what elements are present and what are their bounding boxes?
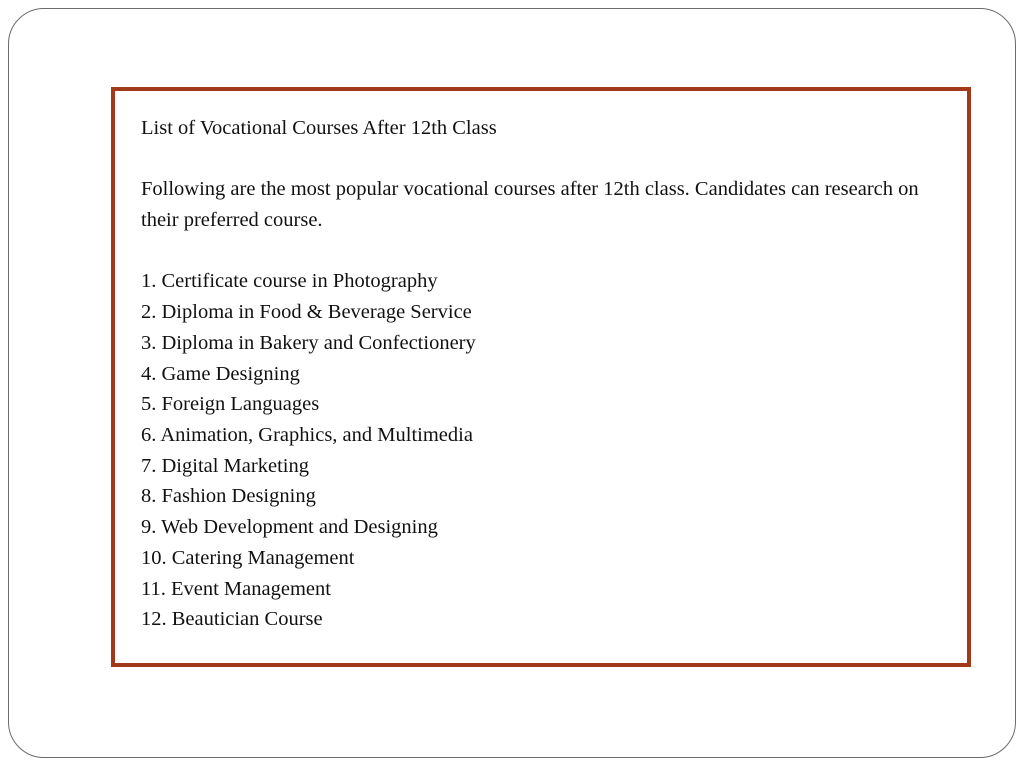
list-item: 4. Game Designing xyxy=(141,362,300,385)
course-list xyxy=(141,266,941,634)
list-item: 1. Certificate course in Photography xyxy=(141,270,438,293)
spacer xyxy=(141,144,941,175)
list-item: 8. Fashion Designing xyxy=(141,485,316,508)
list-item: 11. Event Management xyxy=(141,577,331,600)
slide-frame xyxy=(8,8,1016,758)
list-item: 5. Foreign Languages xyxy=(141,393,320,416)
slide-title: List of Vocational Courses After 12th Class xyxy=(141,117,497,139)
list-item: 10. Catering Management xyxy=(141,546,355,569)
list-item: 7. Digital Marketing xyxy=(141,454,309,477)
list-item: 12. Beautician Course xyxy=(141,608,323,631)
text-block xyxy=(141,113,941,635)
intro-paragraph: Following are the most popular vocational courses after 12th class. Candidates can research on their preferred course. xyxy=(141,178,919,232)
content-box xyxy=(111,87,971,667)
list-item: 3. Diploma in Bakery and Confectionery xyxy=(141,331,476,354)
list-item: 2. Diploma in Food & Beverage Service xyxy=(141,301,472,324)
list-item: 9. Web Development and Designing xyxy=(141,516,438,539)
list-item: 6. Animation, Graphics, and Multimedia xyxy=(141,424,473,446)
spacer xyxy=(141,236,941,267)
